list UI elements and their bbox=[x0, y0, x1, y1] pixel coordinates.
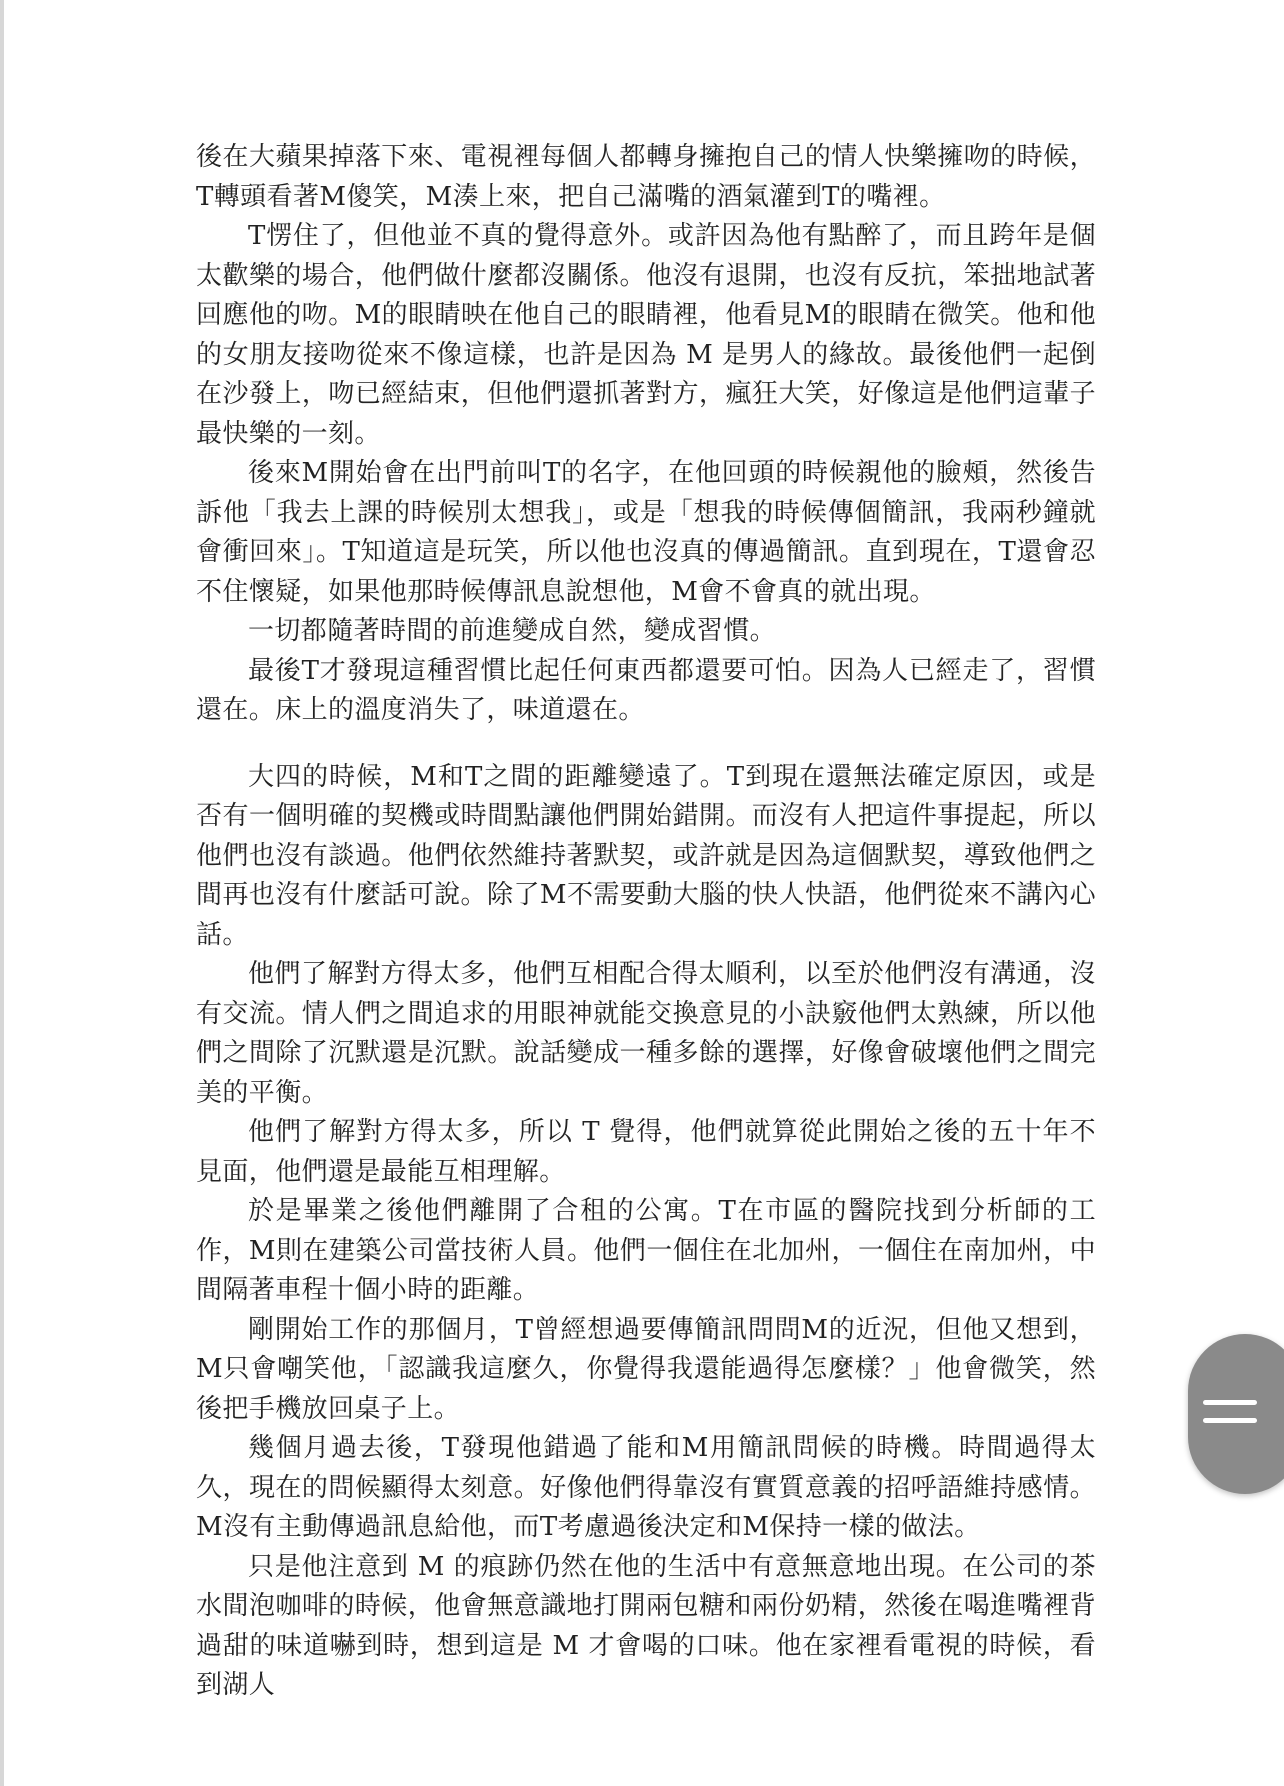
scroll-handle-button[interactable] bbox=[1188, 1334, 1284, 1494]
paragraph: 一切都隨著時間的前進變成自然，變成習慣。 bbox=[248, 616, 777, 646]
paragraph: 只是他注意到 M 的痕跡仍然在他的生活中有意無意地出現。在公司的茶水間泡咖啡的時候，他會無意識地打開兩包糖和兩份奶精，然後在喝進嘴裡背過甜的味道嚇到時，想到這是 M 才會喝的口味。他在家裡看電視的時候，看到湖人 bbox=[196, 1551, 1096, 1700]
paragraph: 後來M開始會在出門前叫T的名字，在他回頭的時候親他的臉頰，然後告訴他「我去上課的時候別太想我」，或是「想我的時候傳個簡訊，我兩秒鐘就會衝回來」。T知道這是玩笑，所以他也沒真的傳過簡訊。直到現在，T還會忍不住懷疑，如果他那時候傳訊息說想他，M會不會真的就出現。 bbox=[196, 458, 1096, 607]
section-break bbox=[196, 731, 1096, 758]
drag-handle-icon bbox=[1203, 1418, 1257, 1423]
paragraph: 最後T才發現這種習慣比起任何東西都還要可怕。因為人已經走了，習慣還在。床上的溫度消失了，味道還在。 bbox=[196, 655, 1096, 725]
paragraph: 剛開始工作的那個月，T曾經想過要傳簡訊問問M的近況，但他又想到，M只會嘲笑他，「認識我這麼久，你覺得我還能過得怎麼樣？」他會微笑，然後把手機放回桌子上。 bbox=[196, 1314, 1096, 1424]
page-left-edge bbox=[0, 0, 4, 1786]
paragraph: 他們了解對方得太多，所以 T 覺得，他們就算從此開始之後的五十年不見面，他們還是最能互相理解。 bbox=[196, 1117, 1096, 1187]
paragraph: 幾個月過去後，T發現他錯過了能和M用簡訊問候的時機。時間過得太久，現在的問候顯得太刻意。好像他們得靠沒有實質意義的招呼語維持感情。M沒有主動傳過訊息給他，而T考慮過後決定和M保持一樣的做法。 bbox=[196, 1433, 1096, 1542]
drag-handle-icon bbox=[1203, 1400, 1257, 1405]
paragraph: 大四的時候，M和T之間的距離變遠了。T到現在還無法確定原因，或是否有一個明確的契機或時間點讓他們開始錯開。而沒有人把這件事提起，所以他們也沒有談過。他們依然維持著默契，或許就是因為這個默契，導致他們之間再也沒有什麼話可說。除了M不需要動大腦的快人快語，他們從來不講內心話。 bbox=[196, 761, 1096, 950]
paragraph: 他們了解對方得太多，他們互相配合得太順利，以至於他們沒有溝通，沒有交流。情人們之間追求的用眼神就能交換意見的小訣竅他們太熟練，所以他們之間除了沉默還是沉默。說話變成一種多餘的選擇，好像會破壞他們之間完美的平衡。 bbox=[196, 959, 1096, 1108]
paragraph: 於是畢業之後他們離開了合租的公寓。T在市區的醫院找到分析師的工作，M則在建築公司當技術人員。他們一個住在北加州，一個住在南加州，中間隔著車程十個小時的距離。 bbox=[196, 1196, 1096, 1305]
paragraph: T愣住了，但他並不真的覺得意外。或許因為他有點醉了，而且跨年是個太歡樂的場合，他們做什麼都沒關係。他沒有退開，也沒有反抗，笨拙地試著回應他的吻。M的眼睛映在他自己的眼睛裡，他看見M的眼睛在微笑。他和他的女朋友接吻從來不像這樣，也許是因為 M 是男人的緣故。最後他們一起倒在沙發上，吻已經結束，但他們還抓著對方，瘋狂大笑，好像這是他們這輩子最快樂的一刻。 bbox=[196, 221, 1096, 449]
document-page bbox=[196, 138, 1096, 1706]
paragraph: 後在大蘋果掉落下來、電視裡每個人都轉身擁抱自己的情人快樂擁吻的時候，T轉頭看著M傻笑，M湊上來，把自己滿嘴的酒氣灌到T的嘴裡。 bbox=[196, 142, 1096, 212]
